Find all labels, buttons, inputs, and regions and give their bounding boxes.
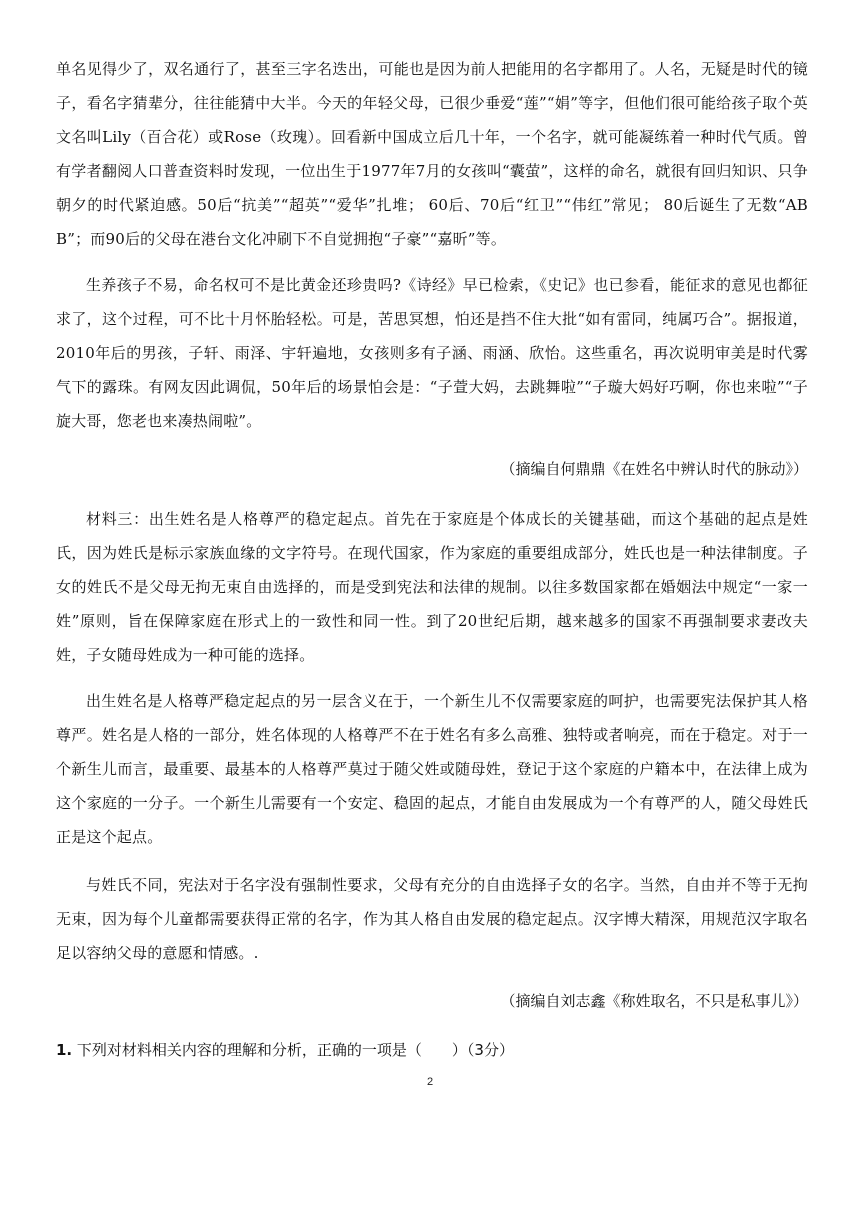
question-text: 下列对材料相关内容的理解和分析，正确的一项是（ ）（3分） bbox=[76, 1041, 514, 1059]
paragraph-material-three: 材料三：出生姓名是人格尊严的稳定起点。首先在于家庭是个体成长的关键基础，而这个基础的起点是姓氏，因为姓氏是标示家族血缘的文字符号。在现代国家，作为家庭的重要组成部分，姓氏也是一种法律制度。子女的姓氏不是父母无拘无束自由选择的，而是受到宪法和法律的规制。以往多数国家都在婚姻法中规定“一家一姓”原则，旨在保障家庭在形式上的一致性和同一性。到了20世纪后期，越来越多的国家不再强制要求妻改夫姓，子女随母姓成为一种可能的选择。 bbox=[56, 510, 808, 664]
paragraph-naming-era: 单名见得少了，双名通行了，甚至三字名迭出，可能也是因为前人把能用的名字都用了。人名，无疑是时代的镜子，看名字猜辈分，往往能猜中大半。今天的年轻父母，已很少垂爱“莲”“娟”等字，但他们很可能给孩子取个英文名叫Lily（百合花）或Rose（玫瑰）。回看新中国成立后几十年，一个名字，就可能凝练着一种时代气质。曾有学者翻阅人口普查资料时发现，一位出生于1977年7月的女孩叫“囊萤”，这样的命名，就很有回归知识、只争朝夕的时代紧迫感。50后“抗美”“超英”“爱华”扎堆； 60后、70后“红卫”“伟红”常见； 80后诞生了无数“ABB”；而90后的父母在港台文化冲刷下不自觉拥抱“子豪”“嘉昕”等。 bbox=[56, 60, 808, 248]
source-citation-2: （摘编自刘志鑫《称姓取名，不只是私事儿》） bbox=[500, 992, 808, 1010]
page-number: 2 bbox=[426, 1076, 434, 1088]
source-citation-1: （摘编自何鼎鼎《在姓名中辨认时代的脉动》） bbox=[500, 460, 808, 478]
question-number: 1. bbox=[56, 1041, 73, 1059]
question-1 bbox=[56, 1036, 514, 1064]
paragraph-naming-rights: 生养孩子不易，命名权可不是比黄金还珍贵吗?《诗经》早已检索，《史记》也已参看，能征求的意见也都征求了，这个过程，可不比十月怀胎轻松。可是，苦思冥想，怕还是挡不住大批“如有雷同，纯属巧合”。据报道，2010年后的男孩，子轩、雨泽、宇轩遍地，女孩则多有子涵、雨涵、欣怡。这些重名，再次说明审美是时代雾气下的露珠。有网友因此调侃，50年后的场景怕会是：“子萱大妈，去跳舞啦”“子璇大妈好巧啊，你也来啦”“子旋大哥，您老也来凑热闹啦”。 bbox=[56, 276, 808, 430]
paragraph-dignity-origin: 出生姓名是人格尊严稳定起点的另一层含义在于，一个新生儿不仅需要家庭的呵护，也需要宪法保护其人格尊严。姓名是人格的一部分，姓名体现的人格尊严不在于姓名有多么高雅、独特或者响亮，而在于稳定。对于一个新生儿而言，最重要、最基本的人格尊严莫过于随父姓或随母姓，登记于这个家庭的户籍本中，在法律上成为这个家庭的一分子。一个新生儿需要有一个安定、稳固的起点，才能自由发展成为一个有尊严的人，随父母姓氏正是这个起点。 bbox=[56, 692, 808, 846]
paragraph-name-freedom: 与姓氏不同，宪法对于名字没有强制性要求，父母有充分的自由选择子女的名字。当然，自由并不等于无拘无束，因为每个儿童都需要获得正常的名字，作为其人格自由发展的稳定起点。汉字博大精深，用规范汉字取名足以容纳父母的意愿和情感。. bbox=[56, 876, 808, 962]
